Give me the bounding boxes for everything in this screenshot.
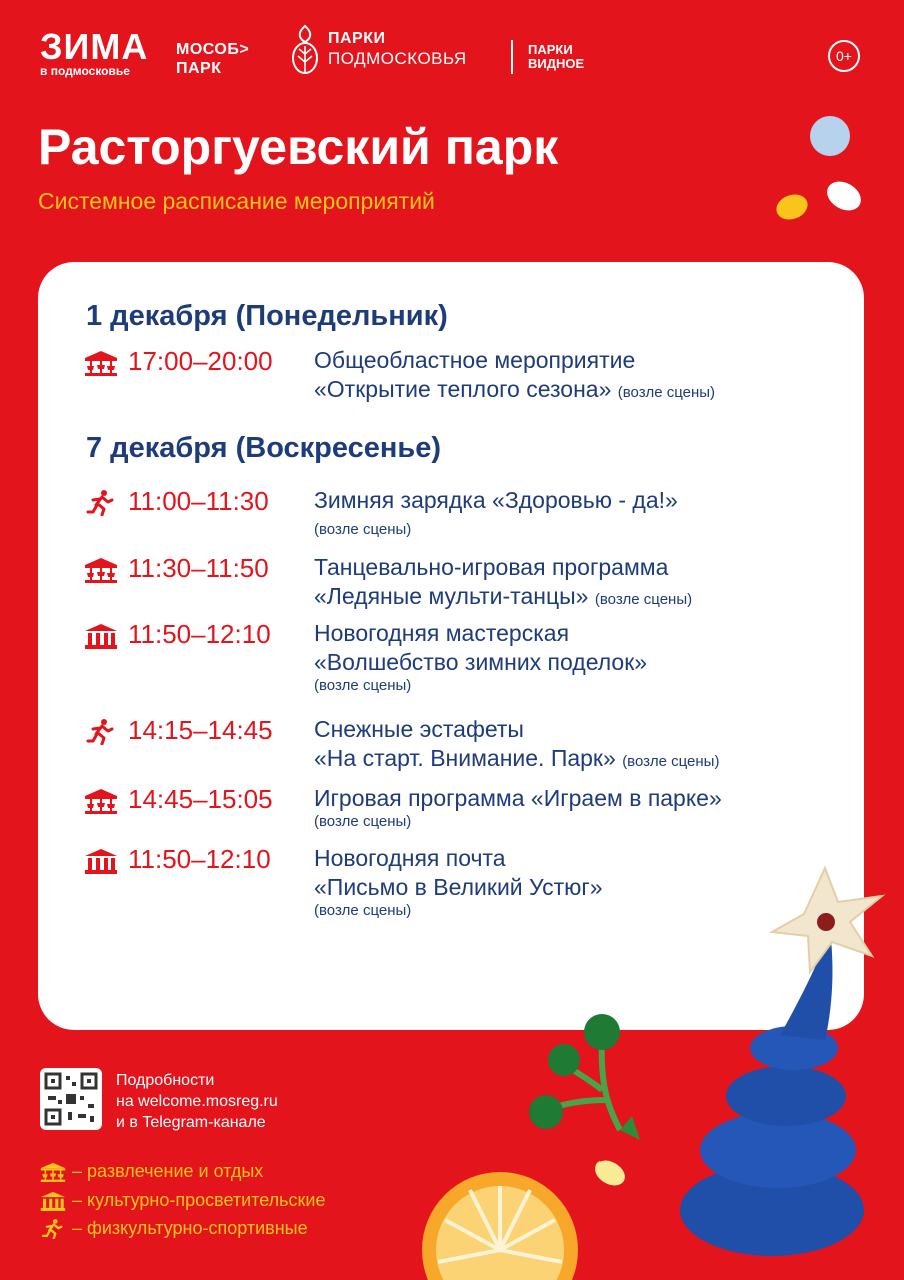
event-location: (возле сцены)	[314, 813, 412, 830]
event-time: 14:45–15:05	[128, 784, 273, 814]
leaf-logo-icon	[290, 22, 320, 76]
event-subtitle: «Письмо в Великий Устюг»	[314, 874, 603, 900]
event-title: Зимняя зарядка «Здоровью - да!»	[314, 487, 678, 513]
page-title: Расторгуевский парк	[38, 119, 559, 175]
day-date: 1 декабря (Понедельник)	[86, 300, 448, 332]
event-title: Общеобластное мероприятие	[314, 347, 636, 373]
event-location: (возле сцены)	[622, 753, 720, 770]
event-title: Новогодняя почта	[314, 845, 506, 871]
event-location: (возле сцены)	[314, 677, 412, 694]
museum-icon	[84, 623, 118, 649]
event-time: 11:50–12:10	[128, 619, 271, 649]
logo-mosobpark	[176, 40, 249, 78]
logo-mosob-line2: ПАРК	[176, 60, 222, 77]
logo-parki-line2: ПОДМОСКОВЬЯ	[328, 49, 467, 68]
legend-item-culture	[40, 1190, 326, 1211]
page-subtitle: Системное расписание мероприятий	[38, 188, 435, 214]
event-title: Новогодняя мастерская	[314, 620, 570, 646]
carousel-icon	[84, 788, 118, 814]
event-location: (возле сцены)	[594, 591, 693, 608]
logo-parki-line1: ПАРКИ	[328, 30, 386, 47]
event-time: 11:50–12:10	[128, 844, 271, 874]
runner-icon	[84, 490, 118, 516]
event-location: (возле сцены)	[314, 521, 412, 538]
event-subtitle: «Ледяные мульти-танцы»	[314, 583, 589, 609]
christmas-tree-decoration	[660, 860, 904, 1280]
event-description	[314, 553, 834, 614]
legend-label: – физкультурно-спортивные	[72, 1218, 308, 1238]
footer-link[interactable]: на welcome.mosreg.ru	[116, 1093, 278, 1110]
event-subtitle: «На старт. Внимание. Парк»	[314, 745, 616, 771]
runner-icon	[84, 719, 118, 745]
legend-item-entertainment	[40, 1161, 263, 1182]
logo-parki-vidnoe	[528, 43, 584, 71]
logo-zima-subtitle: в подмосковье	[40, 64, 130, 78]
event-time: 11:30–11:50	[128, 553, 269, 583]
footer-info	[116, 1070, 278, 1133]
footer-line: и в Telegram-канале	[116, 1114, 266, 1131]
qr-code-pattern	[40, 1068, 102, 1130]
event-description	[314, 784, 834, 831]
event-title: Танцевально-игровая программа	[314, 554, 669, 580]
carousel-icon	[40, 1162, 66, 1182]
museum-icon	[40, 1191, 66, 1211]
event-location: (возле сцены)	[617, 384, 716, 401]
logo-mosob-line1: МОСОБ>	[176, 41, 250, 58]
orange-slice-decoration	[420, 1150, 600, 1280]
logo-parki-podmoskovya	[290, 22, 467, 76]
event-description	[314, 619, 834, 695]
museum-icon	[84, 848, 118, 874]
day-date: 7 декабря (Воскресенье)	[86, 432, 442, 464]
decor-ball	[590, 1158, 630, 1188]
logo-vidnoe-line2: ВИДНОЕ	[528, 56, 585, 71]
berry-branch-decoration	[520, 1000, 660, 1150]
footer-line: Подробности	[116, 1072, 215, 1089]
event-title: Игровая программа «Играем в парке»	[314, 785, 722, 811]
event-description	[314, 346, 834, 407]
event-description	[314, 486, 834, 544]
logo-zima	[40, 26, 149, 78]
carousel-icon	[84, 557, 118, 583]
legend-label: – развлечение и отдых	[72, 1161, 264, 1181]
logo-zima-title: ЗИМА	[40, 26, 149, 67]
legend-item-sport	[40, 1218, 308, 1239]
event-title: Снежные эстафеты	[314, 716, 524, 742]
event-time: 17:00–20:00	[128, 346, 273, 376]
carousel-icon	[84, 350, 118, 376]
runner-icon	[40, 1219, 66, 1239]
qr-code[interactable]	[40, 1068, 102, 1130]
event-time: 11:00–11:30	[128, 486, 269, 516]
event-location: (возле сцены)	[314, 902, 412, 919]
legend-label: – культурно-просветительские	[72, 1190, 326, 1210]
age-rating-badge: 0+	[828, 40, 860, 72]
logo-vidnoe-line1: ПАРКИ	[528, 42, 573, 57]
event-description	[314, 715, 834, 776]
decor-top-right	[770, 110, 880, 230]
event-time: 14:15–14:45	[128, 715, 273, 745]
event-subtitle: «Волшебство зимних поделок»	[314, 649, 648, 675]
event-subtitle: «Открытие теплого сезона»	[314, 376, 612, 402]
logo-divider	[511, 40, 513, 74]
